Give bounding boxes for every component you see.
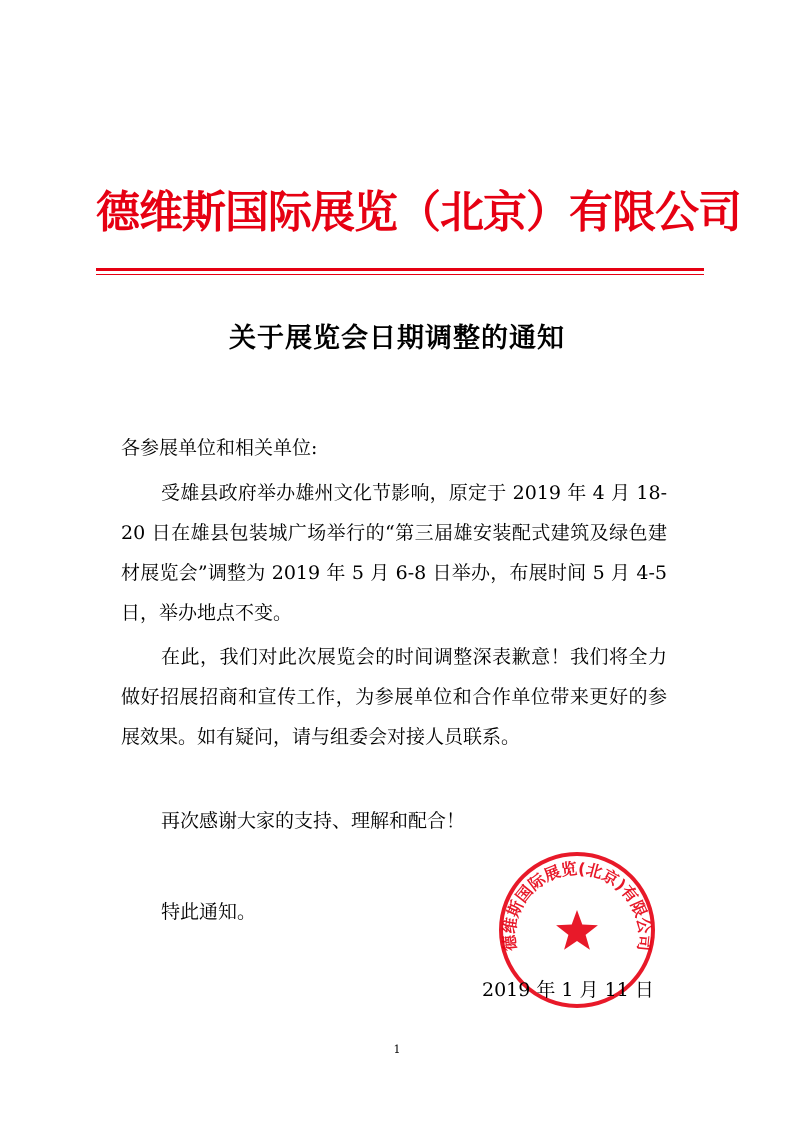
body-paragraph-3: 再次感谢大家的支持、理解和配合！: [161, 810, 466, 832]
seal-text: 德维斯国际展览(北京)有限公司: [499, 858, 655, 952]
body-paragraph-1: 受雄县政府举办雄州文化节影响，原定于 2019 年 4 月 18-20 日在雄县包装城广场举行的“第三届雄安装配式建筑及绿色建材展览会”调整为 2019 年 5 月 6-8 日举办，布展时间 5 月 4-5 日，举办地点不变。: [121, 482, 667, 624]
star-icon: [556, 910, 598, 950]
notice-title: 关于展览会日期调整的通知: [229, 323, 565, 354]
issue-date: 2019 年 1 月 11 日: [482, 979, 654, 1001]
company-letterhead: 德维斯国际展览（北京）有限公司: [96, 187, 741, 238]
body-paragraph-2: 在此，我们对此次展览会的时间调整深表歉意！我们将全力做好招展招商和宣传工作，为参展单位和合作单位带来更好的参展效果。如有疑问，请与组委会对接人员联系。: [121, 646, 667, 748]
closing-remark: 特此通知。: [161, 901, 257, 923]
letterhead-rule-thick: [96, 268, 704, 271]
salutation: 各参展单位和相关单位:: [121, 437, 318, 459]
letterhead-rule-thin: [96, 274, 704, 275]
page-number: 1: [393, 1043, 401, 1056]
